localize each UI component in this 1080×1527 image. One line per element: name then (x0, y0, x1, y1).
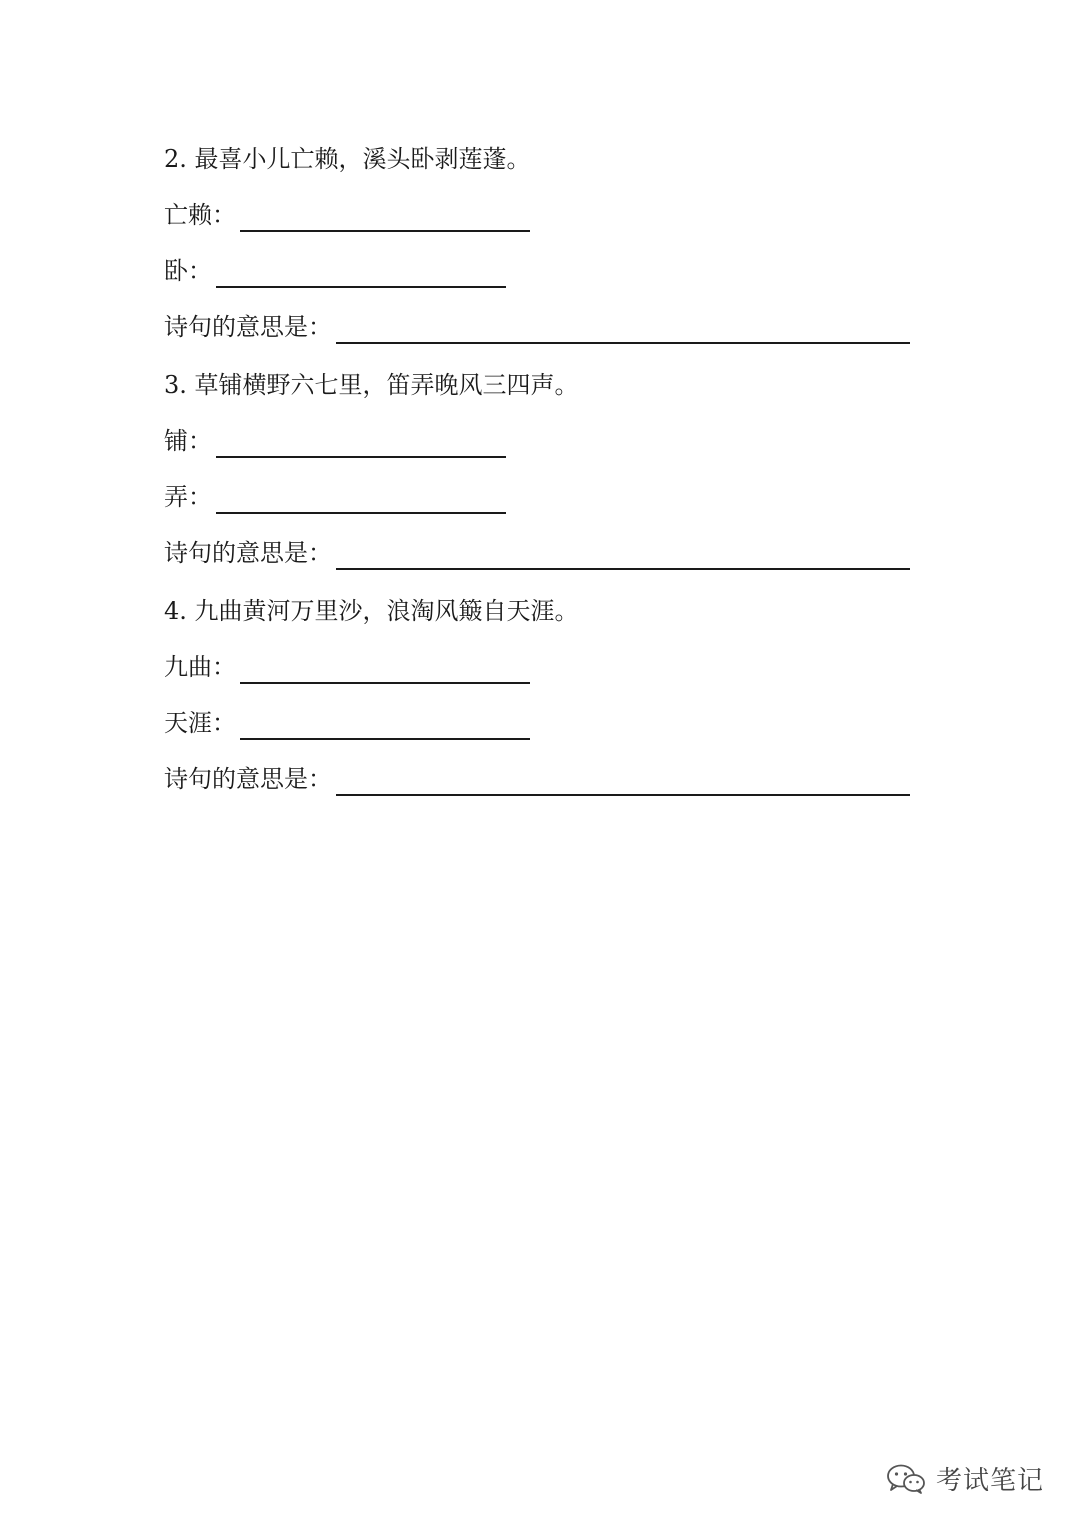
answer-label: 铺： (164, 427, 212, 455)
meaning-row (164, 304, 910, 344)
answer-blank[interactable] (216, 428, 506, 458)
watermark-text: 考试笔记 (935, 1466, 1044, 1496)
question-3-prompt (164, 362, 579, 402)
meaning-row (164, 756, 910, 796)
answer-row (164, 474, 506, 514)
answer-row (164, 644, 530, 684)
question-2-prompt (164, 136, 531, 176)
answer-blank[interactable] (240, 654, 530, 684)
question-text: 4. 九曲黄河万里沙，浪淘风簸自天涯。 (164, 597, 579, 625)
answer-row (164, 192, 530, 232)
answer-label: 亡赖： (164, 201, 236, 229)
answer-label: 九曲： (164, 653, 236, 681)
answer-row (164, 700, 530, 740)
answer-label: 天涯： (164, 709, 236, 737)
meaning-row (164, 530, 910, 570)
answer-blank[interactable] (240, 710, 530, 740)
answer-label: 诗句的意思是： (164, 539, 332, 567)
answer-label: 诗句的意思是： (164, 313, 332, 341)
answer-label: 诗句的意思是： (164, 765, 332, 793)
answer-blank[interactable] (216, 258, 506, 288)
answer-label: 弄： (164, 483, 212, 511)
wechat-icon (886, 1463, 926, 1495)
meaning-blank[interactable] (336, 766, 910, 796)
question-text: 2. 最喜小儿亡赖，溪头卧剥莲蓬。 (164, 145, 531, 173)
answer-blank[interactable] (240, 202, 530, 232)
answer-label: 卧： (164, 257, 212, 285)
watermark (886, 1460, 1044, 1497)
answer-blank[interactable] (216, 484, 506, 514)
question-text: 3. 草铺横野六七里，笛弄晚风三四声。 (164, 371, 579, 399)
answer-row (164, 418, 506, 458)
meaning-blank[interactable] (336, 540, 910, 570)
meaning-blank[interactable] (336, 314, 910, 344)
answer-row (164, 248, 506, 288)
question-4-prompt (164, 588, 579, 628)
